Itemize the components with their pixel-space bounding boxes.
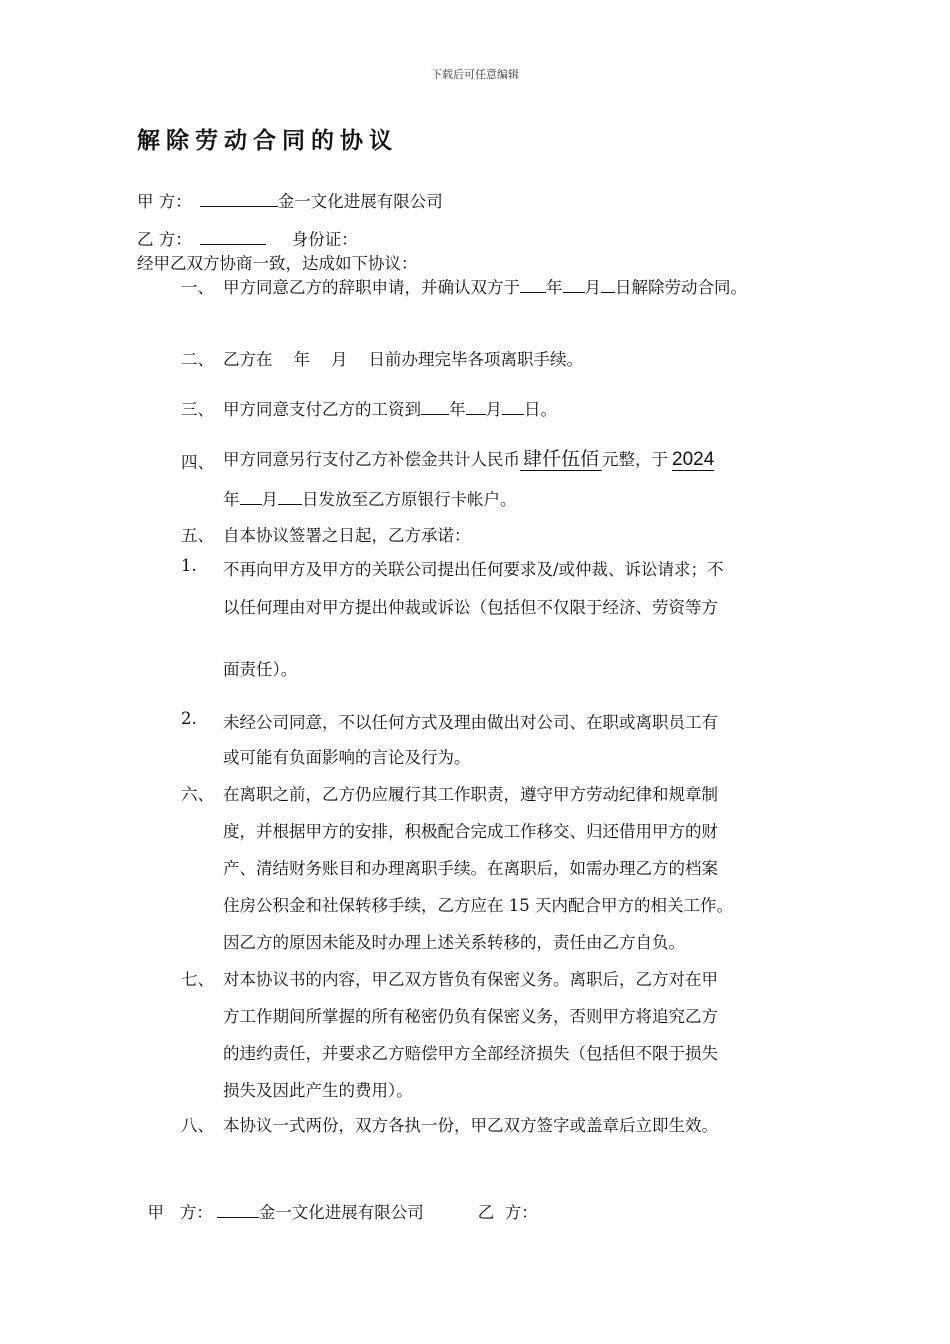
- blank-underline: [240, 504, 262, 505]
- party-b-label: 乙 方：: [137, 230, 192, 249]
- footer-party-a-label: 甲 方：: [147, 1203, 213, 1222]
- clause-5: 自本协议签署之日起，乙方承诺：: [223, 526, 471, 545]
- clause-number: 一、: [181, 278, 214, 297]
- blank-underline: [200, 244, 266, 245]
- blank-underline: [466, 414, 486, 415]
- clause-6-line: 住房公积金和社保转移手续，乙方应在 15 天内配合甲方的相关工作。: [223, 896, 733, 915]
- clause-text: 年: [223, 490, 240, 509]
- blank-underline: [563, 292, 585, 293]
- clause-4-line2: [223, 486, 517, 510]
- sub-item-line: 面责任）。: [223, 660, 298, 679]
- sub-item-line: 不再向甲方及甲方的关联公司提出任何要求及/或仲裁、诉讼请求；不: [223, 560, 724, 579]
- clause-number: 三、: [181, 400, 214, 419]
- signature-line: [137, 1180, 538, 1223]
- sub-item-line: 或可能有负面影响的言论及行为。: [223, 748, 471, 767]
- blank-underline: [421, 414, 449, 415]
- clause-text: 日。: [524, 400, 557, 419]
- clause-2: 乙方在 年 月 日前办理完毕各项离职手续。: [223, 350, 583, 369]
- year-field: 2024: [672, 449, 715, 470]
- clause-number: 六、: [181, 785, 214, 804]
- party-a-company: 金一文化进展有限公司: [277, 192, 443, 211]
- blank-underline: [520, 292, 546, 293]
- clause-6-line: 产、清结财务账目和办理离职手续。在离职后，如需办理乙方的档案: [223, 859, 718, 878]
- party-a-label: 甲 方：: [137, 192, 192, 211]
- clause-text: 甲方同意另行支付乙方补偿金共计人民币: [223, 450, 520, 469]
- clause-number: 二、: [181, 350, 214, 369]
- page-header: 下载后可任意编辑: [431, 68, 519, 81]
- clause-number: 八、: [181, 1116, 214, 1135]
- footer-company: 金一文化进展有限公司: [258, 1203, 424, 1222]
- sub-item-number: 1.: [181, 556, 197, 575]
- party-b-line: [137, 226, 358, 250]
- clause-6-line: 度，并根据甲方的安排，积极配合完成工作移交、归还借用甲方的财: [223, 822, 718, 841]
- clause-4: [223, 446, 714, 471]
- clause-7-line: 对本协议书的内容，甲乙双方皆负有保密义务。离职后，乙方对在甲: [223, 970, 718, 989]
- blank-underline: [217, 1217, 259, 1218]
- clause-1: [223, 274, 747, 298]
- sub-item-number: 2.: [181, 709, 197, 728]
- document-title: 解除劳动合同的协议: [137, 128, 398, 154]
- clause-7-line: 方工作期间所掌握的所有秘密仍负有保密义务，否则甲方将追究乙方: [223, 1007, 718, 1026]
- clause-number: 五、: [181, 526, 214, 545]
- clause-text: 甲方同意支付乙方的工资到: [223, 400, 421, 419]
- clause-text: 月: [485, 400, 502, 419]
- clause-8: 本协议一式两份，双方各执一份，甲乙双方签字或盖章后立即生效。: [223, 1116, 718, 1135]
- clause-7-line: 的违约责任，并要求乙方赔偿甲方全部经济损失（包括但不限于损失: [223, 1044, 718, 1063]
- id-label: 身份证：: [291, 230, 358, 249]
- clause-6-line: 在离职之前，乙方仍应履行其工作职责，遵守甲方劳动纪律和规章制: [223, 785, 718, 804]
- clause-text: 日发放至乙方原银行卡帐户。: [302, 490, 517, 509]
- intro-text: 经甲乙双方协商一致，达成如下协议：: [137, 254, 418, 273]
- sub-item-line: 未经公司同意，不以任何方式及理由做出对公司、在职或离职员工有: [223, 713, 718, 732]
- amount-field: 肆仟伍佰: [520, 450, 602, 471]
- clause-6-line: 因乙方的原因未能及时办理上述关系转移的，责任由乙方自负。: [223, 933, 685, 952]
- clause-text: 日解除劳动合同。: [615, 278, 747, 297]
- clause-text: 年: [449, 400, 466, 419]
- party-a-line: [137, 188, 443, 212]
- clause-7-line: 损失及因此产生的费用）。: [223, 1081, 413, 1100]
- clause-number: 七、: [181, 970, 214, 989]
- blank-underline: [502, 414, 524, 415]
- clause-number: 四、: [181, 453, 214, 472]
- blank-underline: [601, 292, 615, 293]
- clause-text: 年: [546, 278, 563, 297]
- blank-underline: [278, 504, 302, 505]
- blank-underline: [200, 206, 278, 207]
- clause-text: 月: [584, 278, 601, 297]
- clause-text: 月: [261, 490, 278, 509]
- clause-3: [223, 396, 557, 420]
- clause-text: 元整，于: [602, 450, 669, 469]
- sub-item-line: 以任何理由对甲方提出仲裁或诉讼（包括但不仅限于经济、劳资等方: [223, 598, 718, 617]
- clause-text: 甲方同意乙方的辞职申请，并确认双方于: [223, 278, 520, 297]
- footer-party-b-label: 乙 方：: [477, 1203, 538, 1222]
